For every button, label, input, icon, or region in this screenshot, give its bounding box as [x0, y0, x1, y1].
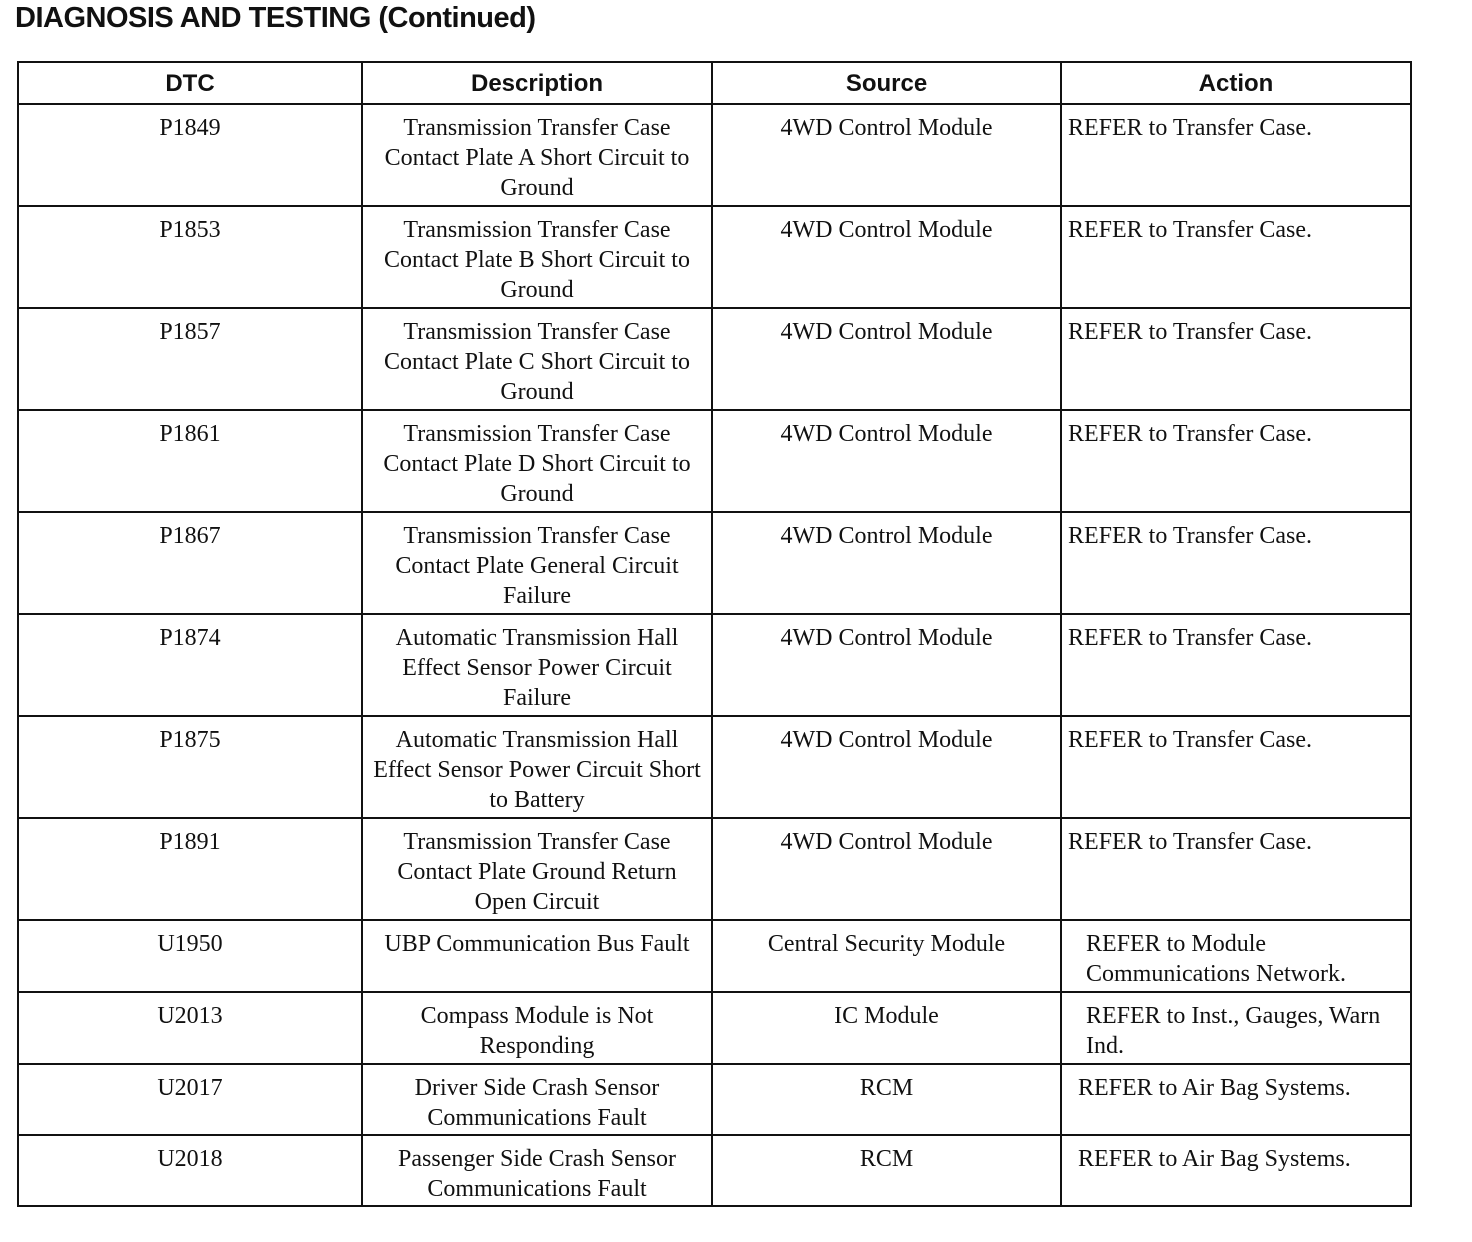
source-cell: IC Module — [712, 992, 1061, 1064]
description-cell: Transmission Transfer Case Contact Plate C Short Circuit to Ground — [362, 308, 712, 410]
source-cell: Central Security Module — [712, 920, 1061, 992]
table-row — [18, 410, 1411, 512]
table-row — [18, 1135, 1411, 1206]
dtc-cell: U2018 — [18, 1135, 362, 1206]
dtc-cell: P1874 — [18, 614, 362, 716]
description-cell: UBP Communication Bus Fault — [362, 920, 712, 992]
table-row — [18, 1064, 1411, 1135]
table-row — [18, 614, 1411, 716]
description-cell: Passenger Side Crash Sensor Communications Fault — [362, 1135, 712, 1206]
source-cell: 4WD Control Module — [712, 410, 1061, 512]
table-row — [18, 512, 1411, 614]
dtc-cell: P1891 — [18, 818, 362, 920]
description-cell: Transmission Transfer Case Contact Plate B Short Circuit to Ground — [362, 206, 712, 308]
header-dtc: DTC — [18, 62, 362, 104]
table-row — [18, 104, 1411, 206]
dtc-cell: P1857 — [18, 308, 362, 410]
source-cell: 4WD Control Module — [712, 104, 1061, 206]
action-cell: REFER to Transfer Case. — [1061, 716, 1411, 818]
dtc-cell: P1861 — [18, 410, 362, 512]
table-row — [18, 206, 1411, 308]
page-title: DIAGNOSIS AND TESTING (Continued) — [15, 2, 536, 34]
action-cell: REFER to Transfer Case. — [1061, 308, 1411, 410]
source-cell: 4WD Control Module — [712, 716, 1061, 818]
header-action: Action — [1061, 62, 1411, 104]
table-row — [18, 920, 1411, 992]
dtc-cell: U2017 — [18, 1064, 362, 1135]
dtc-cell: P1849 — [18, 104, 362, 206]
table-row — [18, 716, 1411, 818]
table-row — [18, 308, 1411, 410]
header-source: Source — [712, 62, 1061, 104]
source-cell: 4WD Control Module — [712, 512, 1061, 614]
dtc-cell: P1875 — [18, 716, 362, 818]
dtc-cell: P1853 — [18, 206, 362, 308]
source-cell: RCM — [712, 1135, 1061, 1206]
description-cell: Automatic Transmission Hall Effect Sensor Power Circuit Failure — [362, 614, 712, 716]
description-cell: Driver Side Crash Sensor Communications Fault — [362, 1064, 712, 1135]
source-cell: 4WD Control Module — [712, 206, 1061, 308]
action-cell: REFER to Transfer Case. — [1061, 512, 1411, 614]
dtc-cell: U1950 — [18, 920, 362, 992]
table-row — [18, 818, 1411, 920]
description-cell: Automatic Transmission Hall Effect Sensor Power Circuit Short to Battery — [362, 716, 712, 818]
action-cell: REFER to Transfer Case. — [1061, 410, 1411, 512]
header-description: Description — [362, 62, 712, 104]
dtc-cell: P1867 — [18, 512, 362, 614]
action-cell: REFER to Transfer Case. — [1061, 818, 1411, 920]
source-cell: 4WD Control Module — [712, 818, 1061, 920]
table-row — [18, 992, 1411, 1064]
description-cell: Transmission Transfer Case Contact Plate D Short Circuit to Ground — [362, 410, 712, 512]
source-cell: RCM — [712, 1064, 1061, 1135]
description-cell: Transmission Transfer Case Contact Plate General Circuit Failure — [362, 512, 712, 614]
source-cell: 4WD Control Module — [712, 308, 1061, 410]
action-cell: REFER to Inst., Gauges, Warn Ind. — [1061, 992, 1411, 1064]
action-cell: REFER to Air Bag Systems. — [1061, 1135, 1411, 1206]
dtc-cell: U2013 — [18, 992, 362, 1064]
source-cell: 4WD Control Module — [712, 614, 1061, 716]
action-cell: REFER to Transfer Case. — [1061, 104, 1411, 206]
action-cell: REFER to Module Communications Network. — [1061, 920, 1411, 992]
description-cell: Transmission Transfer Case Contact Plate Ground Return Open Circuit — [362, 818, 712, 920]
dtc-table — [17, 61, 1412, 1207]
description-cell: Transmission Transfer Case Contact Plate A Short Circuit to Ground — [362, 104, 712, 206]
description-cell: Compass Module is Not Responding — [362, 992, 712, 1064]
action-cell: REFER to Transfer Case. — [1061, 206, 1411, 308]
action-cell: REFER to Air Bag Systems. — [1061, 1064, 1411, 1135]
action-cell: REFER to Transfer Case. — [1061, 614, 1411, 716]
header-row — [18, 62, 1411, 104]
